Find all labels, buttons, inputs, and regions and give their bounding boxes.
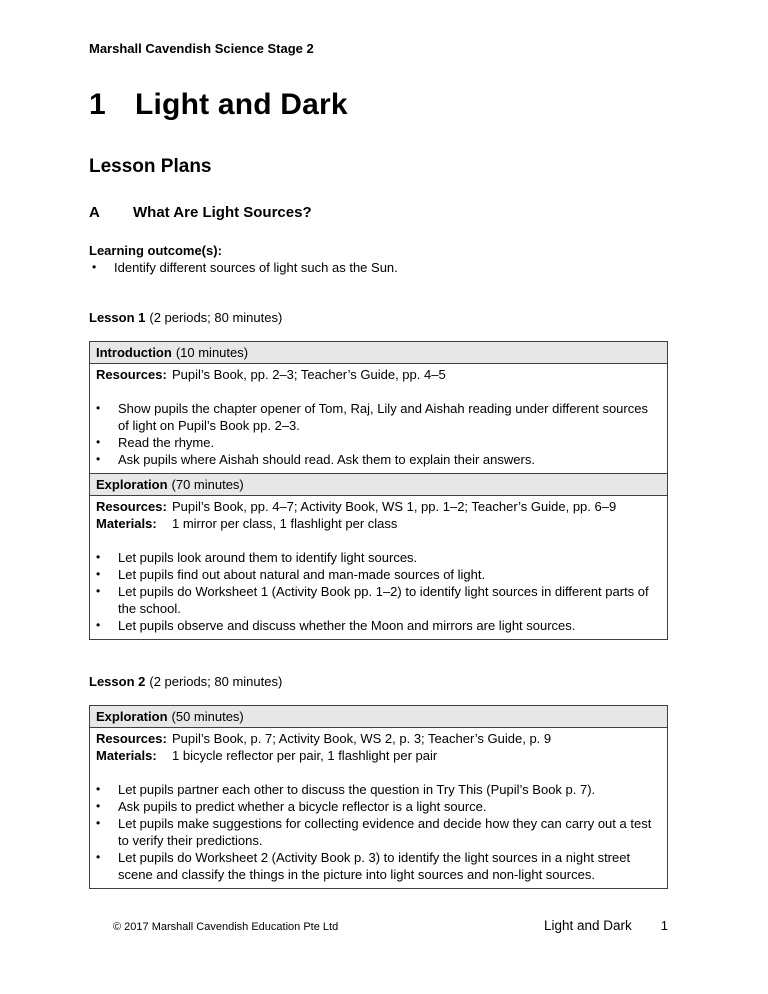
lesson-plan-table: [89, 705, 668, 889]
bullet-item: [92, 259, 668, 276]
bullet-item: [96, 400, 661, 434]
learning-outcomes-list: [92, 259, 668, 276]
steps-list: [96, 781, 661, 883]
chapter-title: [89, 88, 668, 122]
part-letter: A: [89, 204, 100, 221]
info-row: [96, 366, 661, 383]
bullet-text: Let pupils do Worksheet 2 (Activity Book p. 3) to identify the light sources in a night street scene and classify the things in the picture into light sources and non-light sources.: [118, 850, 631, 882]
info-rows: [96, 366, 661, 383]
bullet-item: [96, 849, 661, 883]
bullet-icon: •: [96, 401, 101, 415]
page-footer: [89, 918, 668, 935]
bullet-item: [96, 434, 661, 451]
bullet-icon: •: [92, 260, 97, 274]
footer-right: [544, 918, 668, 933]
info-label: Materials:: [96, 516, 157, 531]
blank-line: [96, 383, 661, 400]
info-label: Materials:: [96, 748, 157, 763]
phase-time: (70 minutes): [171, 477, 244, 492]
phase-header-row: [90, 473, 667, 496]
bullet-text: Let pupils look around them to identify light sources.: [118, 550, 418, 565]
lesson-heading: [89, 309, 668, 326]
blank-line: [96, 764, 661, 781]
bullet-item: [96, 566, 661, 583]
bullet-item: [96, 815, 661, 849]
footer-copyright: © 2017 Marshall Cavendish Education Pte Ltd: [113, 921, 339, 933]
lesson-duration: (2 periods; 80 minutes): [149, 310, 283, 325]
lesson-duration: (2 periods; 80 minutes): [149, 674, 283, 689]
section-heading: Lesson Plans: [89, 156, 212, 177]
bullet-text: Let pupils do Worksheet 1 (Activity Book pp. 1–2) to identify light sources in different parts of the school.: [118, 584, 649, 616]
learning-outcomes-label: Learning outcome(s):: [89, 243, 222, 258]
steps-list: [96, 400, 661, 468]
info-value: Pupil’s Book, pp. 4–7; Activity Book, WS 1, pp. 1–2; Teacher’s Guide, pp. 6–9: [172, 499, 617, 514]
info-value: 1 mirror per class, 1 flashlight per class: [172, 516, 398, 531]
footer-chapter-name: Light and Dark: [543, 918, 632, 933]
lessons-container: [89, 309, 668, 889]
chapter-number: 1: [89, 88, 106, 121]
info-rows: [96, 498, 661, 532]
phase-name: Exploration: [96, 477, 168, 492]
bullet-icon: •: [96, 584, 101, 598]
bullet-icon: •: [96, 618, 101, 632]
chapter-title-text: Light and Dark: [135, 88, 348, 121]
info-rows: [96, 730, 661, 764]
part-heading: [89, 204, 668, 222]
bullet-text: Let pupils find out about natural and man-made sources of light.: [118, 567, 486, 582]
info-row: [96, 498, 661, 515]
bullet-icon: •: [96, 550, 101, 564]
lesson-heading: [89, 673, 668, 690]
lesson-section: [89, 673, 668, 889]
bullet-item: [96, 617, 661, 634]
info-label: Resources:: [96, 499, 167, 514]
phase-time: (50 minutes): [171, 709, 244, 724]
bullet-icon: •: [96, 452, 101, 466]
phase-time: (10 minutes): [175, 345, 249, 360]
blank-line: [96, 532, 661, 549]
phase-body-cell: [90, 496, 667, 639]
bullet-icon: •: [96, 782, 101, 796]
bullet-icon: •: [96, 799, 101, 813]
bullet-item: [96, 781, 661, 798]
phase-body-cell: [90, 364, 667, 473]
part-title: What Are Light Sources?: [133, 204, 312, 221]
bullet-icon: •: [96, 567, 101, 581]
bullet-item: [96, 451, 661, 468]
bullet-text: Ask pupils where Aishah should read. Ask them to explain their answers.: [118, 452, 535, 467]
info-row: [96, 730, 661, 747]
bullet-item: [96, 798, 661, 815]
bullet-text: Let pupils observe and discuss whether the Moon and mirrors are light sources.: [118, 618, 576, 633]
bullet-text: Identify different sources of light such as the Sun.: [114, 260, 398, 275]
lesson-title: Lesson 1: [89, 310, 146, 325]
info-value: Pupil’s Book, pp. 2–3; Teacher’s Guide, pp. 4–5: [172, 367, 446, 382]
bullet-item: [96, 583, 661, 617]
bullet-text: Show pupils the chapter opener of Tom, Raj, Lily and Aishah reading under different sources of light on Pupil’s Book pp. 2–3.: [118, 401, 648, 433]
phase-header-row: [90, 706, 667, 728]
bullet-item: [96, 549, 661, 566]
learning-outcomes: [89, 242, 668, 276]
phase-body-cell: [90, 728, 667, 888]
info-value: Pupil’s Book, p. 7; Activity Book, WS 2, p. 3; Teacher’s Guide, p. 9: [172, 731, 552, 746]
info-row: [96, 515, 661, 532]
bullet-icon: •: [96, 435, 101, 449]
lesson-plan-table: [89, 341, 668, 640]
bullet-text: Let pupils make suggestions for collecting evidence and decide how they can carry out a test to verify their predictions.: [118, 816, 652, 848]
footer-page-number: 1: [660, 918, 668, 933]
info-label: Resources:: [96, 367, 167, 382]
bullet-icon: •: [96, 816, 101, 830]
phase-name: Introduction: [96, 345, 172, 360]
bullet-text: Ask pupils to predict whether a bicycle reflector is a light source.: [118, 799, 487, 814]
phase-name: Exploration: [96, 709, 168, 724]
info-label: Resources:: [96, 731, 167, 746]
lesson-section: [89, 309, 668, 640]
phase-header-row: [90, 342, 667, 364]
info-row: [96, 747, 661, 764]
bullet-icon: •: [96, 850, 101, 864]
steps-list: [96, 549, 661, 634]
bullet-text: Let pupils partner each other to discuss the question in Try This (Pupil’s Book p. 7).: [118, 782, 596, 797]
running-header: Marshall Cavendish Science Stage 2: [89, 41, 314, 56]
lesson-title: Lesson 2: [89, 674, 146, 689]
bullet-text: Read the rhyme.: [118, 435, 215, 450]
info-value: 1 bicycle reflector per pair, 1 flashlight per pair: [172, 748, 438, 763]
